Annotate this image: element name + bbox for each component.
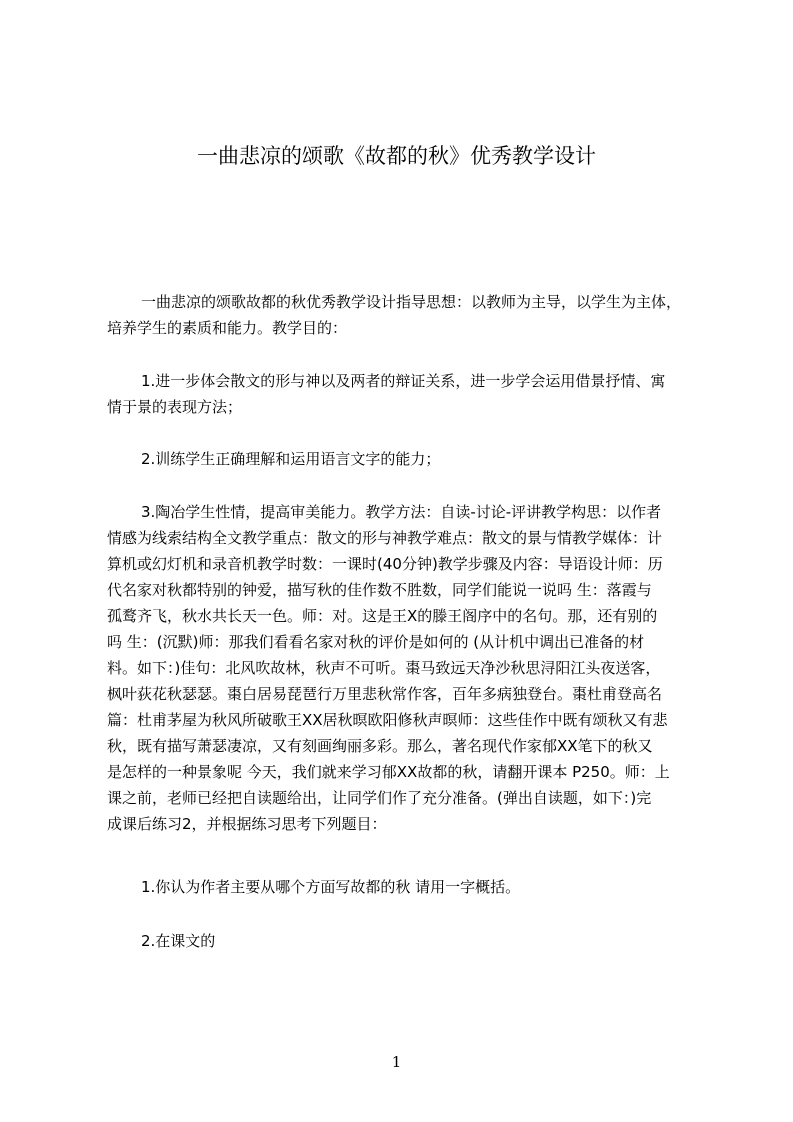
objective-3-paragraph: [107, 499, 699, 845]
text-line: 秋，既有描写萧瑟凄凉，又有刻画绚丽多彩。那么，著名现代作家郁XX笔下的秋又: [107, 737, 653, 755]
text-line: 篇：杜甫茅屋为秋风所破歌王XX居秋暝欧阳修秋声暝师：这些佳作中既有颂秋又有悲: [107, 711, 668, 729]
text-line: 算机或幻灯机和录音机教学时数：一课时(40分钟)教学步骤及内容：导语设计师：历: [107, 555, 663, 573]
text-line: 料。如下：)佳句：北风吹故林，秋声不可听。棗马致远天净沙秋思浔阳江头夜送客，: [107, 659, 661, 677]
text-line: 枫叶荻花秋瑟瑟。棗白居易琵琶行万里悲秋常作客，百年多病独登台。棗杜甫登高名: [107, 685, 663, 703]
text-line: 1.进一步体会散文的形与神以及两者的辩证关系，进一步学会运用借景抒情、寓: [141, 372, 666, 390]
text-line: 培养学生的素质和能力。教学目的：: [107, 319, 348, 337]
text-line: 吗 生：(沉默)师：那我们看看名家对秋的评价是如何的 (从计机中调出已准备的材: [107, 633, 645, 651]
question-2-paragraph: [107, 928, 699, 954]
objective-2-paragraph: [107, 446, 699, 472]
text-line: 1.你认为作者主要从哪个方面写故都的秋 请用一字概括。: [141, 878, 521, 896]
text-line: 2.训练学生正确理解和运用语言文字的能力；: [141, 450, 441, 468]
page-number: 1: [391, 1053, 402, 1071]
text-line: 成课后练习2，并根据练习思考下列题目：: [107, 815, 387, 833]
intro-paragraph: [107, 289, 699, 341]
text-line: 孤鹜齐飞，秋水共长天一色。师：对。这是王X的滕王阁序中的名句。那，还有别的: [107, 607, 658, 625]
text-line: 是怎样的一种景象呢 今天，我们就来学习郁XX故都的秋，请翻开课本 P250。师：上: [107, 763, 670, 781]
text-line: 2.在课文的: [141, 932, 216, 950]
text-line: 一曲悲凉的颂歌故都的秋优秀教学设计指导思想：以教师为主导，以学生为主体，: [141, 293, 682, 311]
text-line: 情于景的表现方法；: [107, 398, 243, 416]
question-1-paragraph: [107, 874, 699, 900]
objective-1-paragraph: [107, 368, 699, 420]
text-line: 课之前，老师已经把自读题给出，让同学们作了充分准备。(弹出自读题，如下：)完: [107, 789, 652, 807]
text-line: 3.陶冶学生性情，提高审美能力。教学方法：自读-讨论-评讲教学构思：以作者: [141, 503, 662, 521]
text-line: 情感为线索结构全文教学重点：散文的形与神教学难点：散文的景与情教学媒体：计: [107, 529, 663, 547]
text-line: 代名家对秋都特别的钟爱，描写秋的佳作数不胜数，同学们能说一说吗 生：落霞与: [107, 581, 652, 599]
document-title: 一曲悲凉的颂歌《故都的秋》优秀教学设计: [197, 144, 596, 168]
